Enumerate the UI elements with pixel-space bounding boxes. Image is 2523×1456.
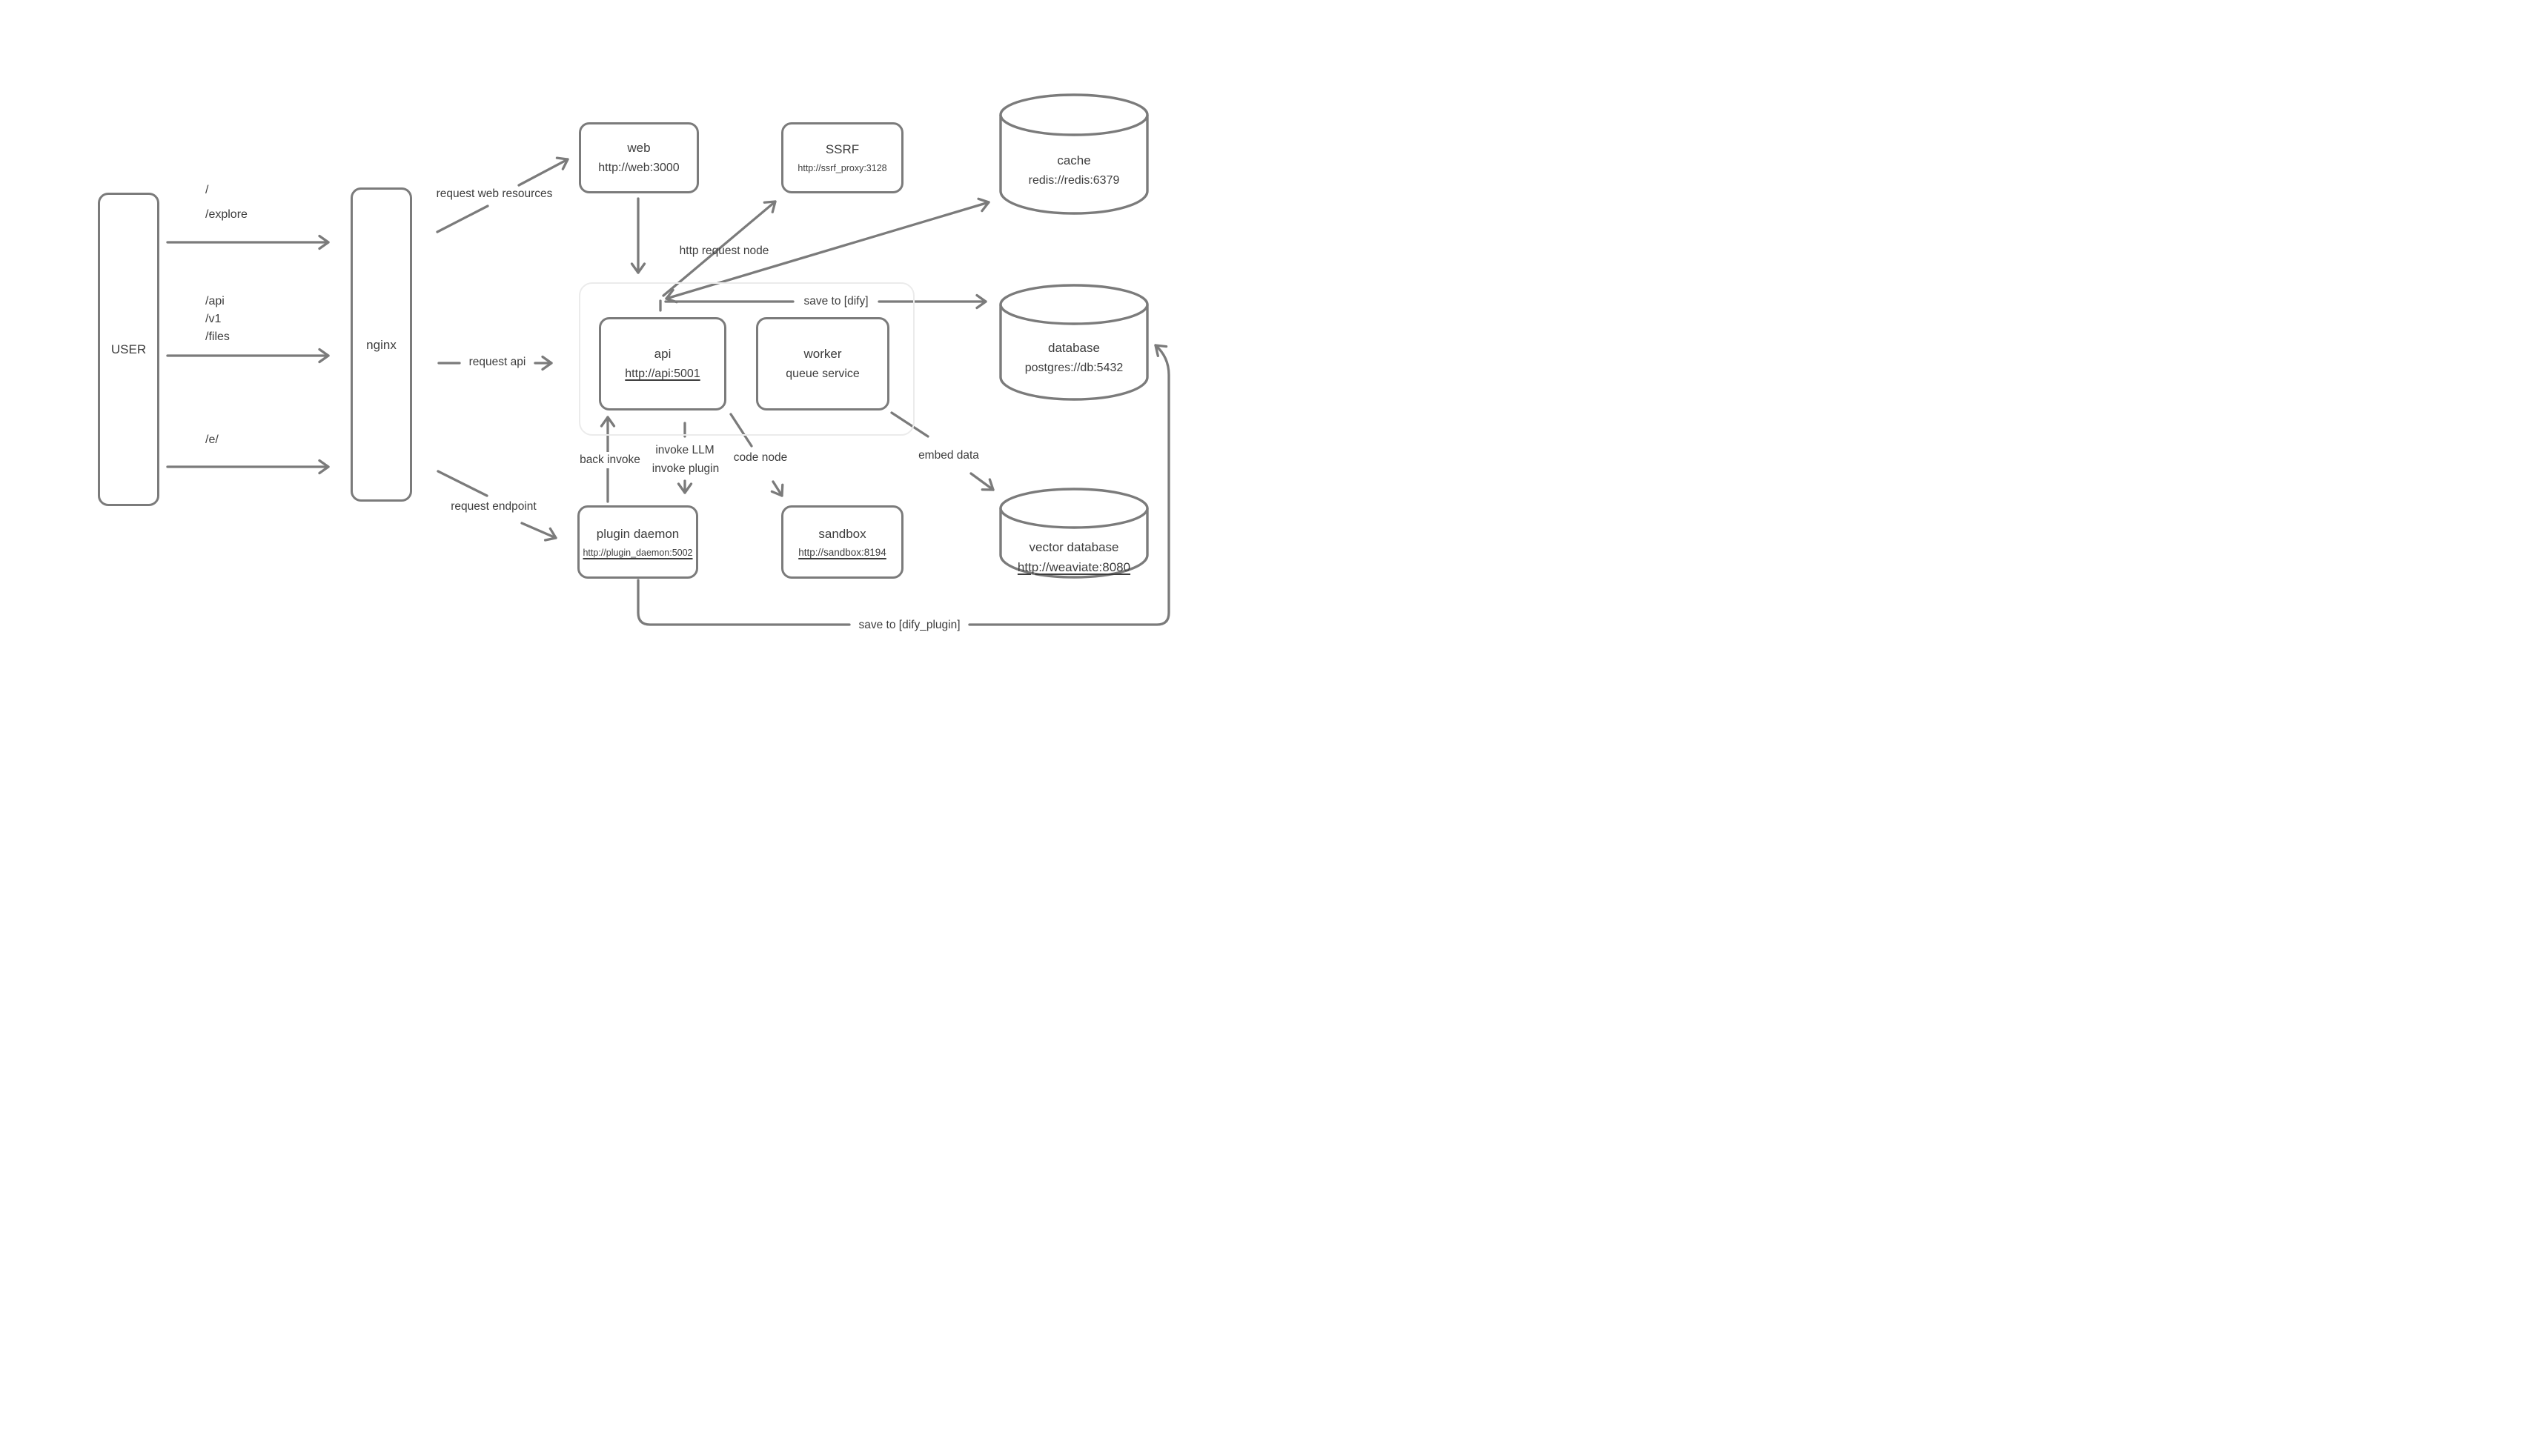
edge-label-request-endpoint: request endpoint (451, 500, 537, 513)
edge-label-http-request-node: http request node (679, 245, 769, 257)
node-api-url: http://api:5001 (625, 368, 700, 380)
node-vector-database-title: vector database (1029, 540, 1119, 554)
node-worker (756, 317, 889, 410)
edge-label-request-api: request api (468, 356, 526, 368)
node-ssrf (781, 122, 904, 193)
node-user-label: USER (110, 342, 147, 356)
edge-api-sandbox-seg2 (773, 482, 782, 496)
architecture-diagram (0, 0, 1262, 728)
node-plugin-daemon-title: plugin daemon (596, 526, 680, 541)
node-ssrf-title: SSRF (825, 142, 860, 156)
node-vector-database (999, 539, 1149, 575)
node-database (999, 340, 1149, 376)
node-worker-subtitle: queue service (786, 368, 860, 380)
node-ssrf-url: http://ssrf_proxy:3128 (798, 163, 887, 173)
node-nginx (351, 187, 412, 502)
node-sandbox-title: sandbox (818, 526, 866, 541)
node-web-title: web (627, 141, 651, 155)
node-vector-database-url: http://weaviate:8080 (1017, 560, 1131, 574)
node-user (98, 193, 159, 506)
edge-label-path-e: /e/ (205, 433, 219, 446)
node-api (599, 317, 726, 410)
node-database-title: database (1048, 341, 1100, 355)
edge-nginx-web-seg1 (437, 206, 488, 232)
edge-label-request-web-resources: request web resources (436, 187, 553, 200)
edge-label-invoke-plugin: invoke plugin (652, 462, 720, 475)
edge-plugin-database-seg1 (638, 580, 849, 625)
node-cache-title: cache (1057, 153, 1091, 167)
edge-label-invoke-llm: invoke LLM (655, 444, 715, 456)
edge-nginx-plugin-seg2 (522, 523, 556, 538)
edge-label-code-node: code node (729, 450, 792, 466)
edge-label-save-to-dify-plugin: save to [dify_plugin] (853, 617, 965, 634)
edge-label-path-files: /files (205, 330, 230, 343)
edge-label-path-v1: /v1 (205, 313, 222, 325)
edge-label-embed-data: embed data (913, 448, 984, 464)
edge-nginx-plugin-seg1 (438, 471, 487, 496)
node-database-url: postgres://db:5432 (1024, 362, 1124, 374)
node-web (579, 122, 699, 193)
edge-label-path-api: /api (205, 295, 225, 308)
node-cache (999, 153, 1149, 188)
node-plugin-daemon-url: http://plugin_daemon:5002 (583, 547, 693, 558)
edge-worker-vector-seg2 (971, 473, 993, 490)
edge-label-save-to-dify: save to [dify] (798, 293, 873, 310)
node-sandbox (781, 505, 904, 579)
edge-nginx-web-seg2 (519, 159, 568, 185)
node-plugin-daemon (577, 505, 698, 579)
node-web-url: http://web:3000 (598, 162, 680, 174)
edge-label-path-explore: /explore (205, 208, 248, 221)
node-sandbox-url: http://sandbox:8194 (798, 546, 886, 558)
edge-label-path-root: / (205, 184, 209, 196)
node-worker-title: worker (803, 347, 842, 361)
edge-label-back-invoke: back invoke (574, 452, 646, 468)
node-api-title: api (654, 347, 672, 361)
node-nginx-label: nginx (366, 337, 397, 352)
node-cache-url: redis://redis:6379 (1028, 174, 1120, 187)
